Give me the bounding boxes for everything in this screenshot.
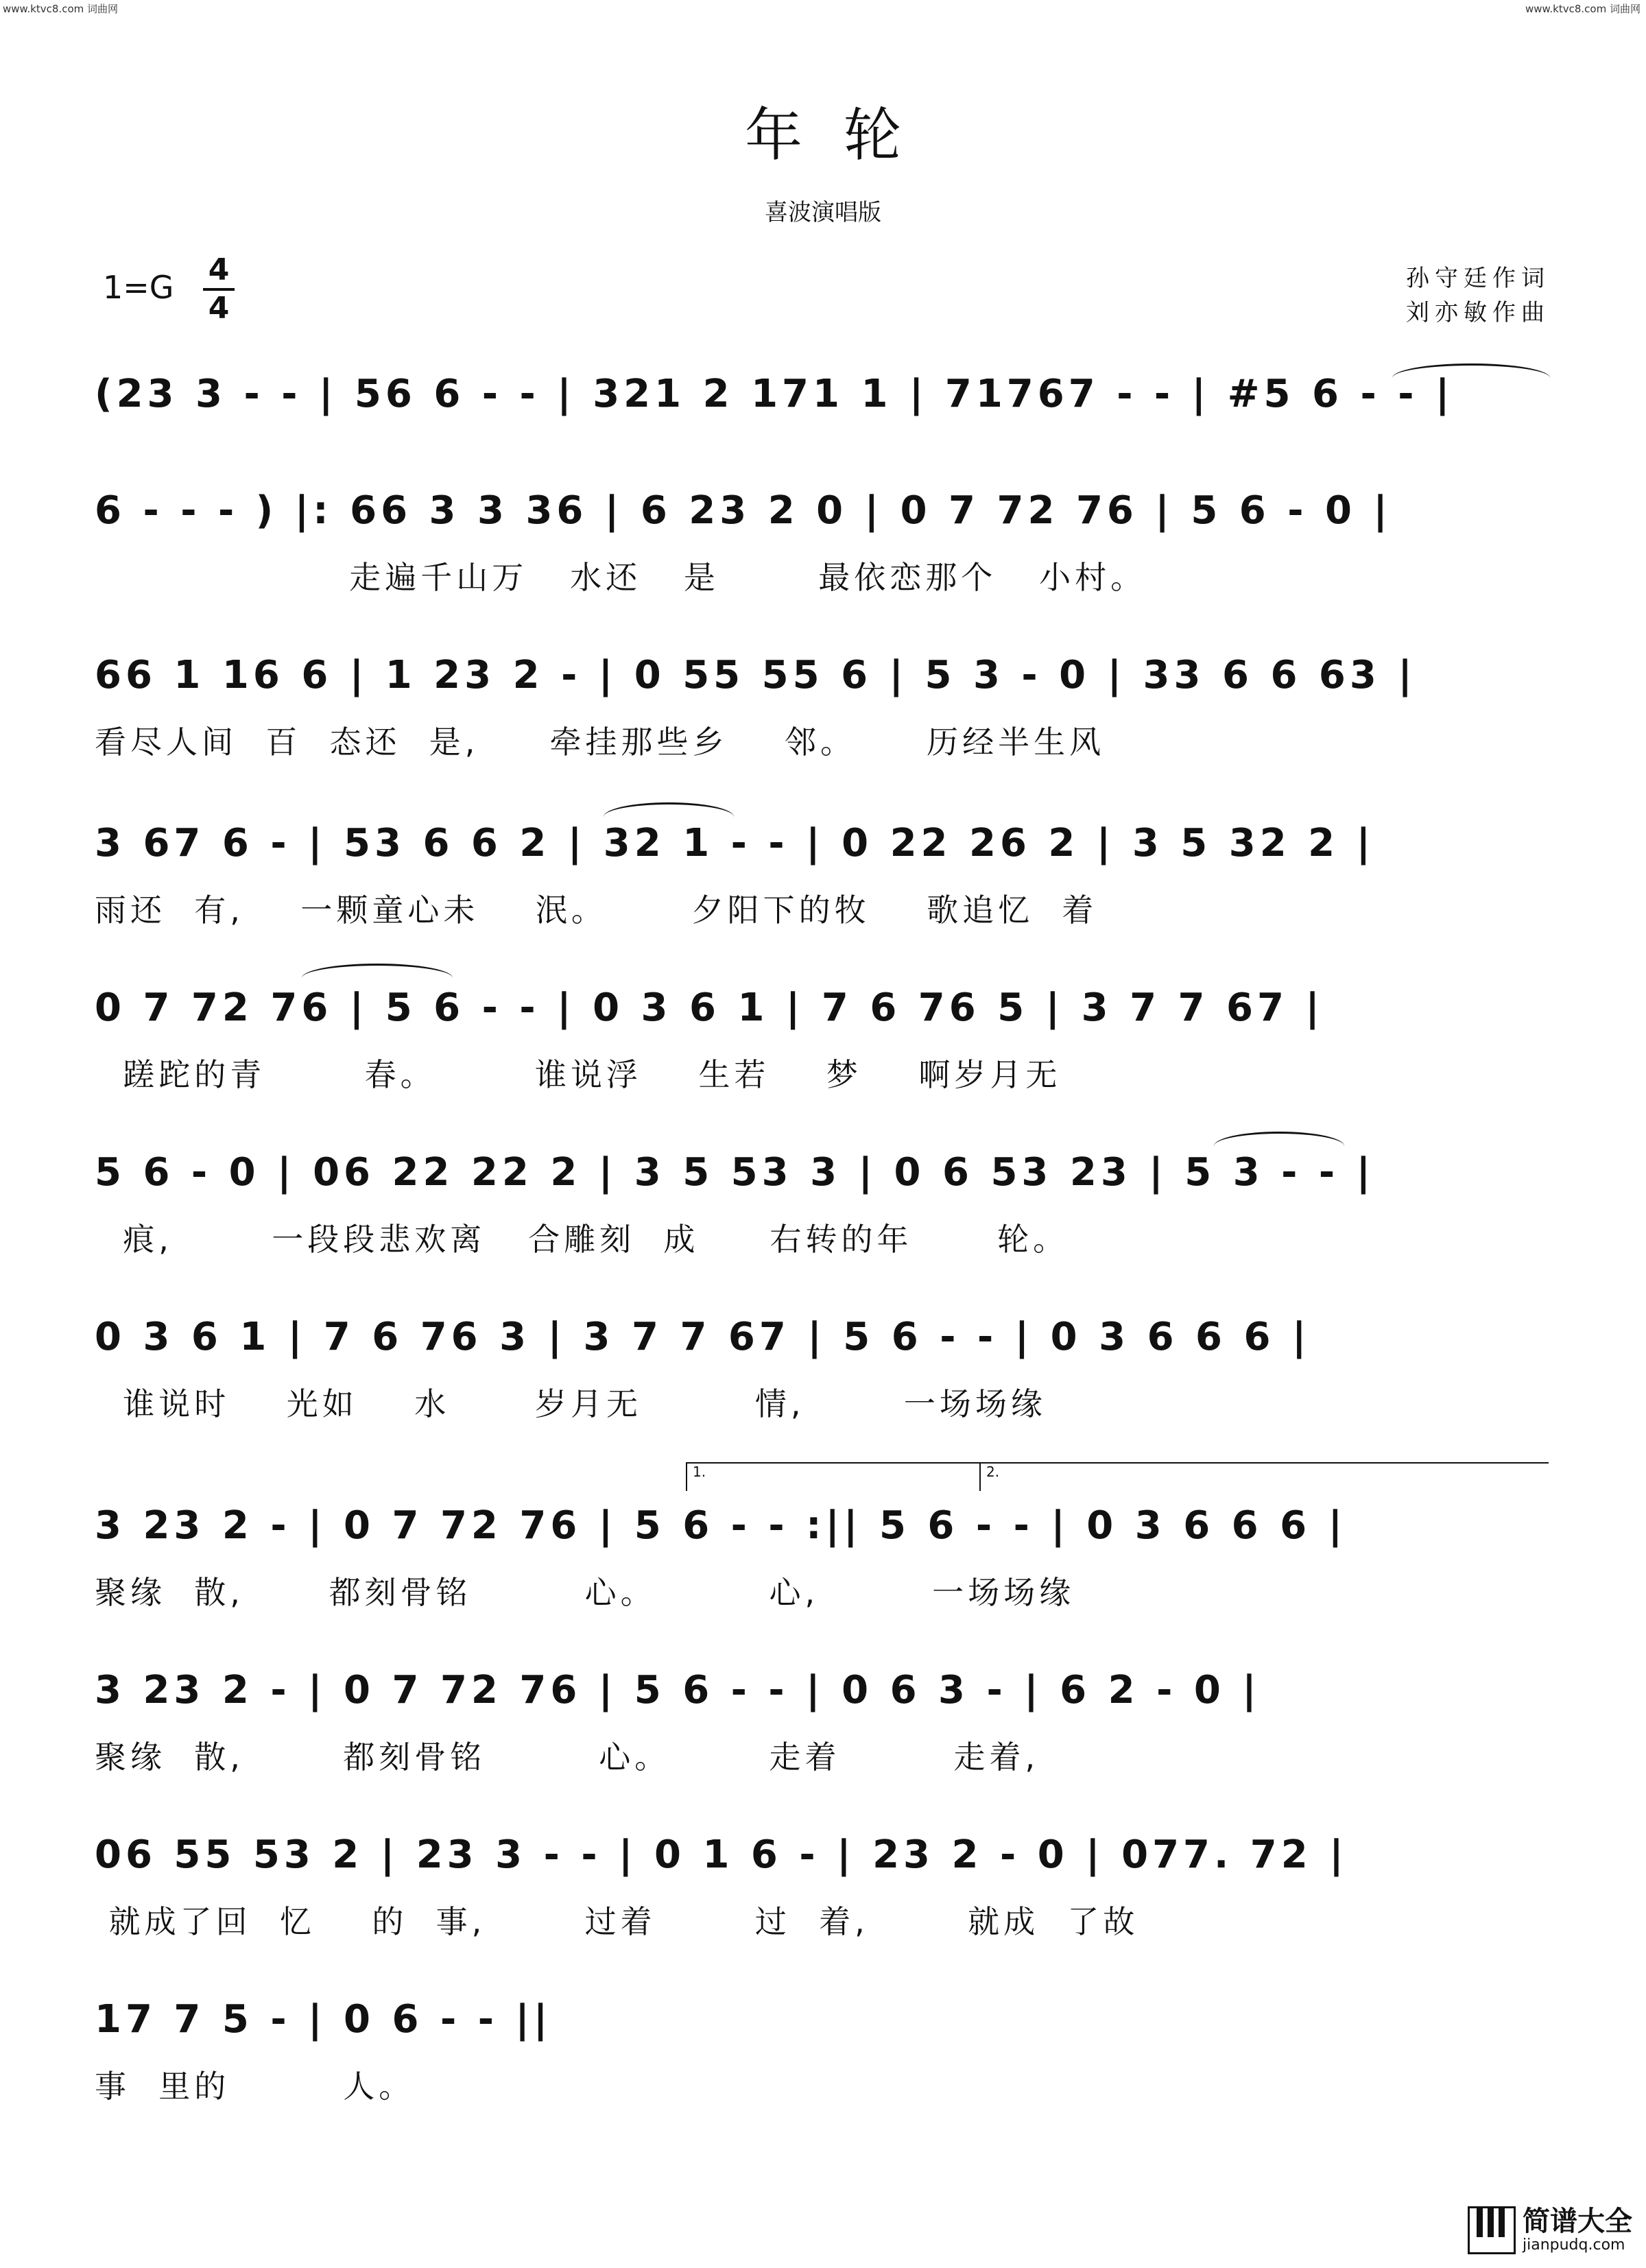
notation-row: 6 - - - ) |: 66 3 3 36 | 6 23 2 0 | 0 7 72 76 | 5 6 - 0 | [95,488,1392,533]
volta-first-ending: 1. [686,1462,981,1491]
notation-row: 06 55 53 2 | 23 3 - - | 0 1 6 - | 23 2 - 0 | 077. 72 | [95,1833,1348,1877]
song-subtitle: 喜波演唱版 [765,199,881,226]
score-line-10 [95,1817,1547,1982]
notation-row: 0 7 72 76 | 5 6 - - | 0 3 6 1 | 7 6 76 5 | 3 7 7 67 | [95,986,1324,1030]
composer-credit: 刘亦敏作曲 [1406,299,1550,326]
site-watermark-left: www.ktvc8.com 词曲网 [3,3,119,15]
song-title: 年轮 [744,102,942,169]
lyrics-row: 事 里的 人。 [95,2068,415,2105]
score-line-3 [95,638,1547,802]
time-signature-bottom: 4 [208,291,230,326]
score-line-11 [95,1982,712,2147]
logo-name: 简谱大全 [1523,2206,1632,2237]
notation-row: 3 23 2 - | 0 7 72 76 | 5 6 - - :|| 5 6 - - | 0 3 6 6 6 | [95,1503,1347,1548]
notation-row: (23 3 - - | 56 6 - - | 321 2 171 1 | 71767 - - | #5 6 - - | [95,372,1454,416]
score-line-2 [95,473,1547,638]
time-signature [203,254,235,325]
notation-row: 17 7 5 - | 0 6 - - || [95,1997,552,2042]
logo-url: jianpudq.com [1523,2236,1625,2254]
lyrics-row: 聚缘 散, 都刻骨铭 心。 走着 走着, [95,1739,1040,1776]
notation-row: 66 1 16 6 | 1 23 2 - | 0 55 55 6 | 5 3 - 0 | 33 6 6 63 | [95,653,1416,697]
lyricist-credit: 孙守廷作词 [1406,265,1550,292]
site-logo [1468,2199,1639,2261]
lyrics-row: 雨还 有, 一颗童心未 泯。 夕阳下的牧 歌追忆 着 [95,892,1098,929]
score-line-5 [95,970,1547,1135]
notation-row: 3 67 6 - | 53 6 6 2 | 32 1 - - | 0 22 26 2 | 3 5 32 2 | [95,821,1375,866]
lyrics-row: 聚缘 散, 都刻骨铭 心。 心, 一场场缘 [95,1574,1075,1611]
lyrics-row: 谁说时 光如 水 岁月无 情, 一场场缘 [95,1385,1047,1422]
time-signature-top: 4 [208,252,230,287]
lyrics-row: 痕, 一段段悲欢离 合雕刻 成 右转的年 轮。 [95,1221,1069,1258]
score-line-8 [95,1488,1547,1653]
lyrics-row: 看尽人间 百 态还 是, 牵挂那些乡 邻。 历经半生风 [95,724,1106,761]
score-line-9 [95,1653,1547,1817]
notation-row: 5 6 - 0 | 06 22 22 2 | 3 5 53 3 | 0 6 53 23 | 5 3 - - | [95,1150,1375,1195]
lyrics-row: 蹉跎的青 春。 谁说浮 生若 梦 啊岁月无 [95,1056,1062,1093]
volta-second-ending: 2. [979,1462,1549,1491]
tie-mark [604,802,734,817]
score-line-4 [95,806,1547,970]
score-line-7 [95,1300,1547,1464]
score-line-6 [95,1135,1547,1300]
lyrics-row: 走遍千山万 水还 是 最依恋那个 小村。 [95,559,1147,596]
site-watermark-right: www.ktvc8.com 词曲网 [1525,3,1641,15]
notation-row: 3 23 2 - | 0 7 72 76 | 5 6 - - | 0 6 3 - | 6 2 - 0 | [95,1668,1261,1712]
key-signature: 1=G [103,269,174,306]
lyrics-row: 就成了回 忆 的 事, 过着 过 着, 就成 了故 [95,1903,1139,1940]
notation-row: 0 3 6 1 | 7 6 76 3 | 3 7 7 67 | 5 6 - - | 0 3 6 6 6 | [95,1315,1311,1359]
piano-icon [1468,2206,1516,2254]
